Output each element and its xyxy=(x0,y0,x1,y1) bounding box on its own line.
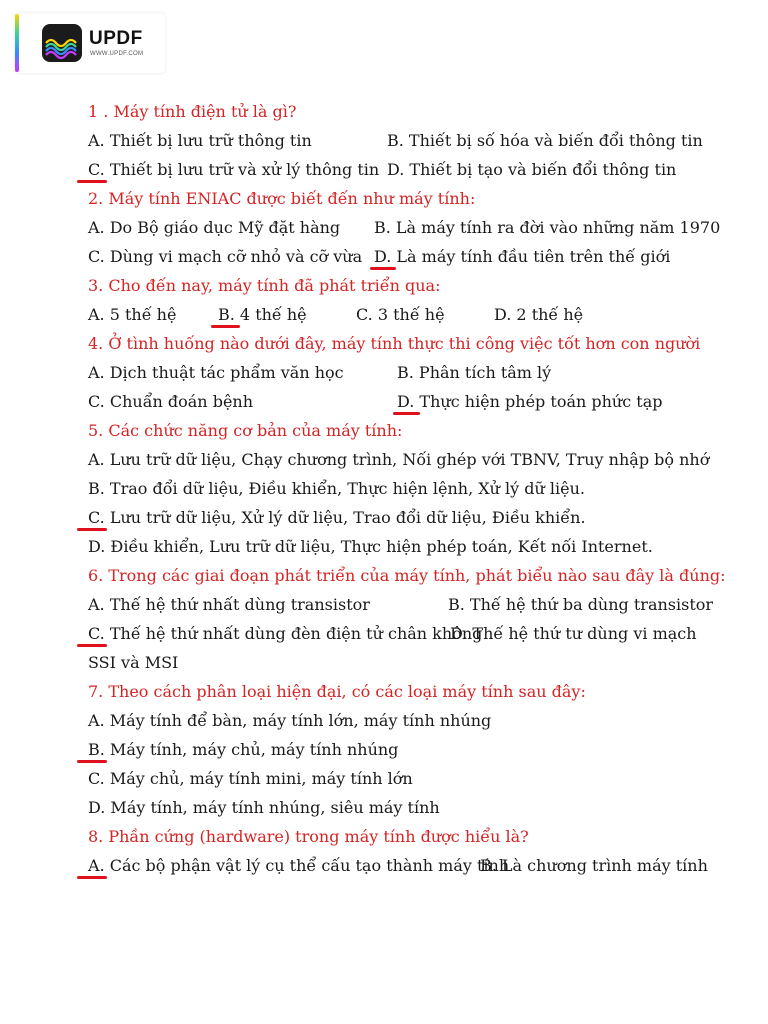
question-5-option-b: B. Trao đổi dữ liệu, Điều khiển, Thực hiện lệnh, Xử lý dữ liệu. xyxy=(88,479,585,498)
question-2-text: 2. Máy tính ENIAC được biết đến như máy tính: xyxy=(88,189,476,208)
question-6-text: 6. Trong các giai đoạn phát triển của máy tính, phát biểu nào sau đây là đúng: xyxy=(88,566,726,585)
question-4-option-b: B. Phân tích tâm lý xyxy=(397,363,552,382)
answer-underline-q7 xyxy=(77,760,107,763)
answer-underline-q3 xyxy=(211,325,240,328)
answer-underline-q6 xyxy=(77,644,107,647)
question-2-option-d: D. Là máy tính đầu tiên trên thế giới xyxy=(374,247,671,266)
answer-underline-q2 xyxy=(370,267,396,270)
question-2-option-b: B. Là máy tính ra đời vào những năm 1970 xyxy=(374,218,721,237)
question-5-option-d: D. Điều khiển, Lưu trữ dữ liệu, Thực hiện phép toán, Kết nối Internet. xyxy=(88,537,653,556)
question-1-option-d: D. Thiết bị tạo và biến đổi thông tin xyxy=(387,160,677,179)
question-8-text: 8. Phần cứng (hardware) trong máy tính được hiểu là? xyxy=(88,827,529,846)
question-7-text: 7. Theo cách phân loại hiện đại, có các loại máy tính sau đây: xyxy=(88,682,586,701)
question-4-option-d: D. Thực hiện phép toán phức tạp xyxy=(397,392,663,411)
question-7-option-b: B. Máy tính, máy chủ, máy tính nhúng xyxy=(88,740,399,759)
question-3-option-c: C. 3 thế hệ xyxy=(356,305,445,324)
answer-underline-q1 xyxy=(77,180,107,183)
question-3-option-d: D. 2 thế hệ xyxy=(494,305,584,324)
question-6-option-a: A. Thế hệ thứ nhất dùng transistor xyxy=(88,595,370,614)
brand-url: WWW.UPDF.COM xyxy=(90,51,144,57)
question-5-text: 5. Các chức năng cơ bản của máy tính: xyxy=(88,421,403,440)
question-4-option-a: A. Dịch thuật tác phẩm văn học xyxy=(88,363,344,382)
question-6-option-d-continued: SSI và MSI xyxy=(88,653,179,672)
updf-logo-icon xyxy=(42,24,82,62)
question-1-option-a: A. Thiết bị lưu trữ thông tin xyxy=(88,131,312,150)
question-2-option-c: C. Dùng vi mạch cỡ nhỏ và cỡ vừa xyxy=(88,247,363,266)
answer-underline-q8 xyxy=(77,876,107,879)
question-3-option-b: B. 4 thế hệ xyxy=(218,305,307,324)
question-7-option-c: C. Máy chủ, máy tính mini, máy tính lớn xyxy=(88,769,413,788)
question-6-option-d: D. Thế hệ thứ tư dùng vi mạch xyxy=(450,624,697,643)
question-4-option-c: C. Chuẩn đoán bệnh xyxy=(88,392,254,411)
question-7-option-d: D. Máy tính, máy tính nhúng, siêu máy tính xyxy=(88,798,440,817)
question-2-option-a: A. Do Bộ giáo dục Mỹ đặt hàng xyxy=(88,218,341,237)
question-1-option-c: C. Thiết bị lưu trữ và xử lý thông tin xyxy=(88,160,380,179)
answer-underline-q4 xyxy=(393,412,420,415)
question-5-option-a: A. Lưu trữ dữ liệu, Chạy chương trình, Nối ghép với TBNV, Truy nhập bộ nhớ xyxy=(88,450,710,469)
question-3-option-a: A. 5 thế hệ xyxy=(88,305,177,324)
question-3-text: 3. Cho đến nay, máy tính đã phát triển qua: xyxy=(88,276,441,295)
question-6-option-b: B. Thế hệ thứ ba dùng transistor xyxy=(448,595,714,614)
question-8-option-b: B. Là chương trình máy tính xyxy=(480,856,708,875)
question-4-text: 4. Ở tình huống nào dưới đây, máy tính thực thi công việc tốt hơn con người xyxy=(88,334,701,353)
question-7-option-a: A. Máy tính để bàn, máy tính lớn, máy tính nhúng xyxy=(88,711,492,730)
question-6-option-c: C. Thế hệ thứ nhất dùng đèn điện tử chân không xyxy=(88,624,483,643)
watermark-accent-stripe xyxy=(15,14,19,72)
question-1-text: 1 . Máy tính điện tử là gì? xyxy=(88,102,297,121)
answer-underline-q5 xyxy=(77,528,107,531)
question-1-option-b: B. Thiết bị số hóa và biến đổi thông tin xyxy=(387,131,703,150)
question-5-option-c: C. Lưu trữ dữ liệu, Xử lý dữ liệu, Trao đổi dữ liệu, Điều khiển. xyxy=(88,508,586,527)
question-8-option-a: A. Các bộ phận vật lý cụ thể cấu tạo thành máy tính xyxy=(88,856,510,875)
brand-name: UPDF xyxy=(89,28,143,49)
